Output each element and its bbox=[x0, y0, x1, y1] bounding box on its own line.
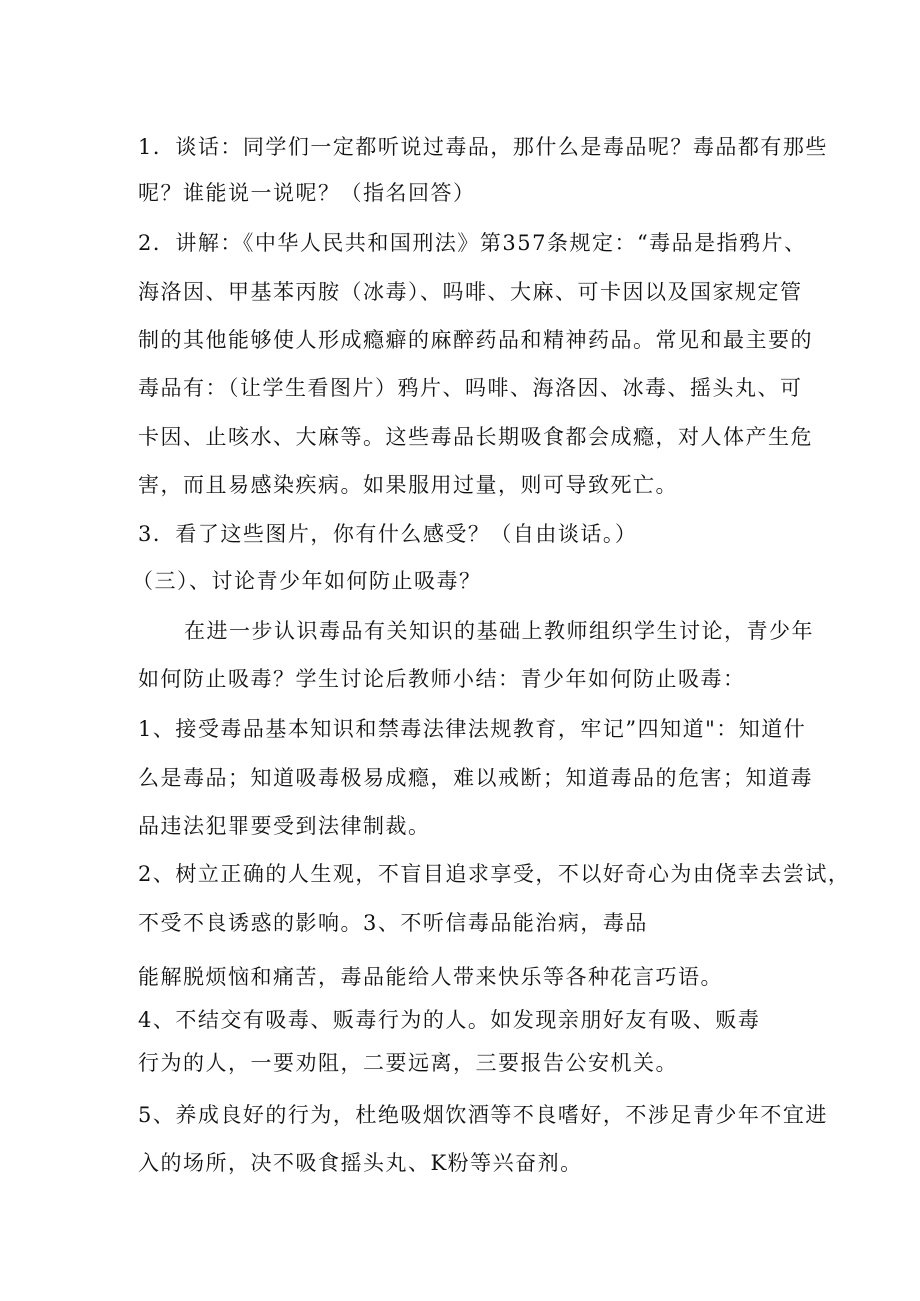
text-line: 1．谈话：同学们一定都听说过毒品，那什么是毒品呢？毒品都有那些 bbox=[138, 135, 828, 159]
text-line: 2．讲解：《中华人民共和国刑法》第357条规定：“毒品是指鸦片、 bbox=[138, 231, 807, 255]
text-line: 毒品有：（让学生看图片）鸦片、吗啡、海洛因、冰毒、摇头丸、可 bbox=[138, 376, 803, 400]
text-line: 制的其他能够使人形成瘾癖的麻醉药品和精神药品。常见和最主要的 bbox=[138, 328, 813, 352]
text-line: 4、不结交有吸毒、贩毒行为的人。如发现亲朋好友有吸、贩毒 bbox=[138, 1008, 761, 1032]
text-line: 如何防止吸毒？学生讨论后教师小结：青少年如何防止吸毒： bbox=[138, 667, 746, 691]
text-line: 卡因、止咳水、大麻等。这些毒品长期吸食都会成瘾，对人体产生危 bbox=[138, 425, 813, 449]
text-line: 么是毒品；知道吸毒极易成瘾，难以戒断；知道毒品的危害；知道毒 bbox=[138, 766, 813, 790]
text-line: 在进一步认识毒品有关知识的基础上教师组织学生讨论，青少年 bbox=[184, 619, 814, 643]
text-line: 5、养成良好的行为，杜绝吸烟饮酒等不良嗜好，不涉足青少年不宜进 bbox=[138, 1103, 828, 1127]
text-line: 3．看了这些图片，你有什么感受？（自由谈话。） bbox=[138, 522, 638, 546]
text-line: 入的场所，决不吸食摇头丸、K粉等兴奋剂。 bbox=[138, 1151, 583, 1175]
text-line: 2、树立正确的人生观，不盲目追求享受，不以好奇心为由侥幸去尝试， bbox=[138, 862, 851, 886]
text-line: 能解脱烦恼和痛苦，毒品能给人带来快乐等各种花言巧语。 bbox=[138, 965, 723, 989]
text-line: 海洛因、甲基苯丙胺（冰毒）、吗啡、大麻、可卡因以及国家规定管 bbox=[138, 280, 803, 304]
section-heading: （三）、讨论青少年如何防止吸毒？ bbox=[132, 569, 482, 593]
text-line: 1、接受毒品基本知识和禁毒法律法规教育，牢记”四知道"：知道什 bbox=[138, 717, 807, 741]
text-line: 害，而且易感染疾病。如果服用过量，则可导致死亡。 bbox=[138, 473, 678, 497]
text-line: 行为的人，一要劝阻，二要远离，三要报告公安机关。 bbox=[138, 1051, 678, 1075]
text-line: 不受不良诱惑的影响。3、不听信毒品能治病，毒品 bbox=[138, 911, 648, 935]
text-line: 品违法犯罪要受到法律制裁。 bbox=[138, 814, 431, 838]
text-line: 呢？谁能说一说呢？（指名回答） bbox=[138, 181, 476, 205]
